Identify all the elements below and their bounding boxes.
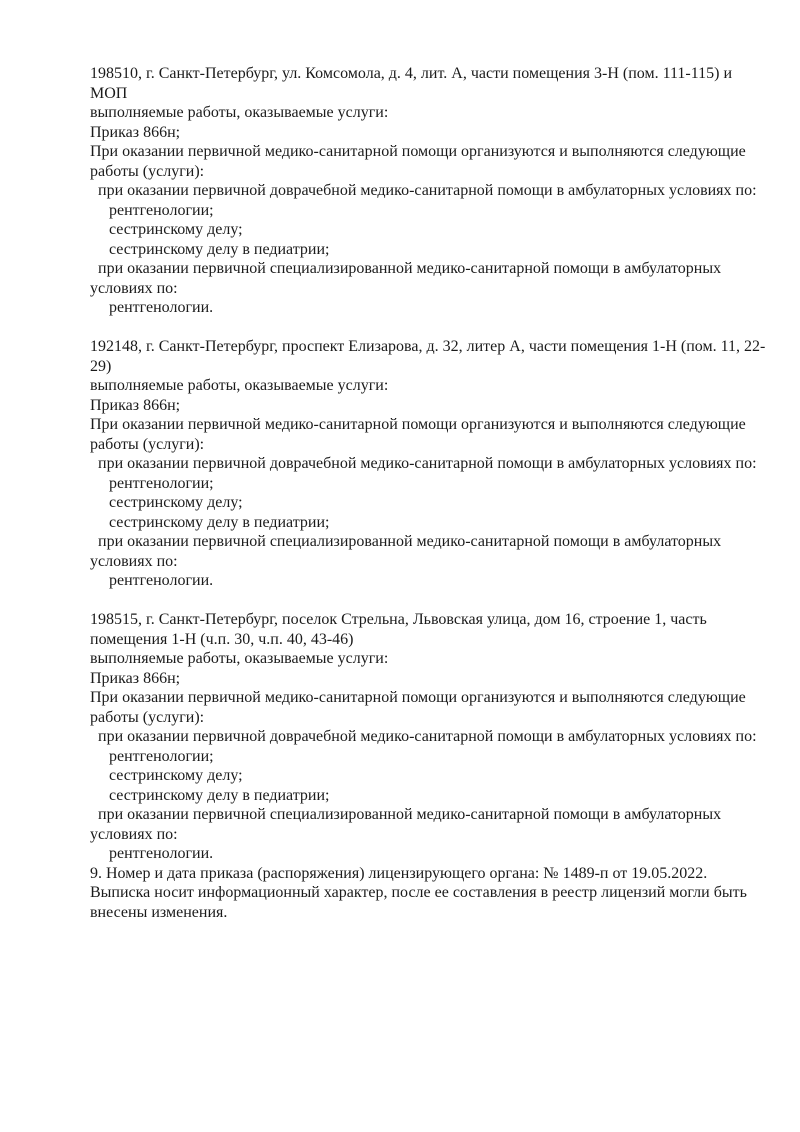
service-item: сестринскому делу;	[109, 767, 243, 784]
address-paragraph: 192148, г. Санкт-Петербург, проспект Елизарова, д. 32, литер А, части помещения 1-Н (пом. 11, 22-29)	[90, 338, 766, 375]
works-label: выполняемые работы, оказываемые услуги:	[90, 650, 389, 667]
service-category: при оказании первичной специализированной медико-санитарной помощи в амбулаторных условиях по:	[90, 260, 722, 297]
disclaimer-note: Выписка носит информационный характер, после ее составления в реестр лицензий могли быть внесены изменения.	[90, 884, 747, 921]
order-reference: Приказ 866н;	[90, 396, 181, 414]
service-category: при оказании первичной доврачебной медико-санитарной помощи в амбулаторных условиях по:	[98, 455, 757, 472]
service-category: при оказании первичной специализированной медико-санитарной помощи в амбулаторных условиях по:	[90, 533, 722, 570]
service-item: рентгенологии.	[109, 845, 214, 862]
services-intro: При оказании первичной медико-санитарной помощи организуются и выполняются следующие работы (услуги):	[90, 143, 746, 180]
works-label: выполняемые работы, оказываемые услуги:	[90, 377, 389, 394]
service-item: сестринскому делу в педиатрии;	[109, 513, 330, 531]
service-category: при оказании первичной доврачебной медико-санитарной помощи в амбулаторных условиях по:	[98, 728, 757, 745]
service-item: рентгенологии.	[109, 299, 214, 316]
services-intro: При оказании первичной медико-санитарной помощи организуются и выполняются следующие работы (услуги):	[90, 416, 746, 453]
clause-9-number-date: 9. Номер и дата приказа (распоряжения) лицензирующего органа: № 1489-п от 19.05.2022.	[90, 864, 708, 882]
service-item: рентгенологии.	[109, 572, 214, 589]
address-paragraph: 198510, г. Санкт-Петербург, ул. Комсомола, д. 4, лит. А, части помещения 3-Н (пом. 111-115) и МОП	[90, 65, 733, 102]
license-address-block	[90, 337, 770, 591]
service-item: сестринскому делу в педиатрии;	[109, 240, 330, 258]
service-category: при оказании первичной специализированной медико-санитарной помощи в амбулаторных условиях по:	[90, 806, 722, 843]
service-item: сестринскому делу;	[109, 221, 243, 238]
services-intro: При оказании первичной медико-санитарной помощи организуются и выполняются следующие работы (услуги):	[90, 689, 746, 726]
license-address-block	[90, 64, 770, 318]
service-item: рентгенологии;	[109, 474, 214, 492]
service-item: сестринскому делу в педиатрии;	[109, 786, 330, 804]
works-label: выполняемые работы, оказываемые услуги:	[90, 104, 389, 121]
license-address-block	[90, 610, 770, 864]
service-item: рентгенологии;	[109, 747, 214, 765]
order-reference: Приказ 866н;	[90, 123, 181, 141]
address-paragraph: 198515, г. Санкт-Петербург, поселок Стрельна, Львовская улица, дом 16, строение 1, часть помещения 1-Н (ч.п. 30, ч.п. 40, 43-46)	[90, 611, 707, 648]
service-item: сестринскому делу;	[109, 494, 243, 511]
order-reference: Приказ 866н;	[90, 669, 181, 687]
service-category: при оказании первичной доврачебной медико-санитарной помощи в амбулаторных условиях по:	[98, 182, 757, 199]
service-item: рентгенологии;	[109, 201, 214, 219]
